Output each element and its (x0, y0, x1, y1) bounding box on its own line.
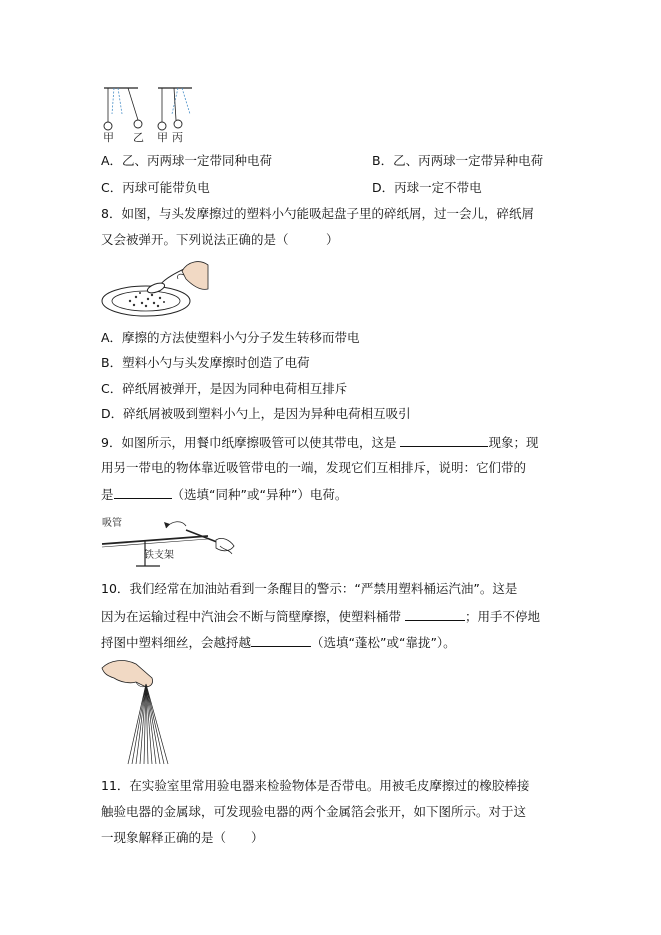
q7-option-d[interactable]: D．丙球一定不带电 (372, 180, 482, 195)
q7-option-c[interactable]: C．丙球可能带负电 (101, 180, 210, 195)
q7-option-a[interactable]: A．乙、丙两球一定带同种电荷 (101, 153, 273, 168)
q9-line1-part2: 现象；现 (488, 435, 539, 450)
q8-stem-line1: 8．如图，与头发摩擦过的塑料小勺能吸起盘子里的碎纸屑，过一会儿，碎纸屑 (101, 206, 534, 221)
q8-stem-line2: 又会被弹开。下列说法正确的是（ ） (101, 232, 339, 247)
q8-option-b[interactable]: B．塑料小勺与头发摩擦时创造了电荷 (101, 355, 310, 370)
q10-stem-line1: 10．我们经常在加油站看到一条醒目的警示：“严禁用塑料桶运汽油”。这是 (101, 581, 518, 596)
q9-blank-1[interactable] (400, 432, 488, 447)
q9-stem-line1 (101, 432, 538, 452)
q7-pendulum-figure (100, 84, 200, 146)
q9-line3-part2: （选填“同种”或“异种”）电荷。 (171, 487, 348, 502)
q8-option-d[interactable]: D．碎纸屑被吸到塑料小勺上，是因为异种电荷相互吸引 (101, 406, 411, 421)
q8-option-a[interactable]: A．摩擦的方法使塑料小勺分子发生转移而带电 (101, 330, 360, 345)
q10-line3-part2: （选填“蓬松”或“靠拢”）。 (311, 635, 456, 650)
q11-stem-line3: 一现象解释正确的是（ ） (101, 830, 264, 845)
q9-blank-2[interactable] (114, 484, 172, 499)
label-bing: 丙 (172, 131, 183, 144)
q10-blank-2[interactable] (251, 632, 311, 647)
label-jia-2: 甲 (157, 131, 168, 144)
q8-option-c[interactable]: C．碎纸屑被弹开，是因为同种电荷相互排斥 (101, 381, 348, 396)
q9-line3-part1: 是 (101, 487, 114, 502)
q10-stem-line3 (101, 632, 456, 652)
label-jia-1: 甲 (103, 131, 114, 144)
q9-stem-line3 (101, 484, 347, 504)
q11-stem-line1: 11．在实验室里常用验电器来检验物体是否带电。用被毛皮摩擦过的橡胶棒接 (101, 778, 530, 793)
q7-option-b[interactable]: B．乙、丙两球一定带异种电荷 (372, 153, 544, 168)
q10-blank-1[interactable] (405, 606, 465, 621)
q9-stem-line2: 用另一带电的物体靠近吸管带电的一端，发现它们互相排斥，说明：它们带的 (101, 460, 527, 475)
q9-straw-figure (100, 510, 245, 570)
label-yi: 乙 (133, 131, 144, 144)
q10-line2-part2: ；用手不停地 (464, 609, 540, 624)
q10-line3-part1: 捋图中塑料细丝，会越捋越 (101, 635, 252, 650)
q10-plastic-strings-figure (100, 656, 180, 768)
label-stand: 铁支架 (144, 550, 174, 561)
q10-stem-line2 (101, 606, 540, 626)
q11-stem-line2: 触验电器的金属球，可发现验电器的两个金属箔会张开，如下图所示。对于这 (101, 804, 527, 819)
label-straw: 吸管 (102, 518, 122, 529)
q8-spoon-plate-figure (100, 255, 212, 321)
q10-line2-part1: 因为在运输过程中汽油会不断与筒壁摩擦，使塑料桶带 (101, 609, 405, 624)
q9-line1-part1: 9．如图所示，用餐巾纸摩擦吸管可以使其带电，这是 (101, 435, 401, 450)
